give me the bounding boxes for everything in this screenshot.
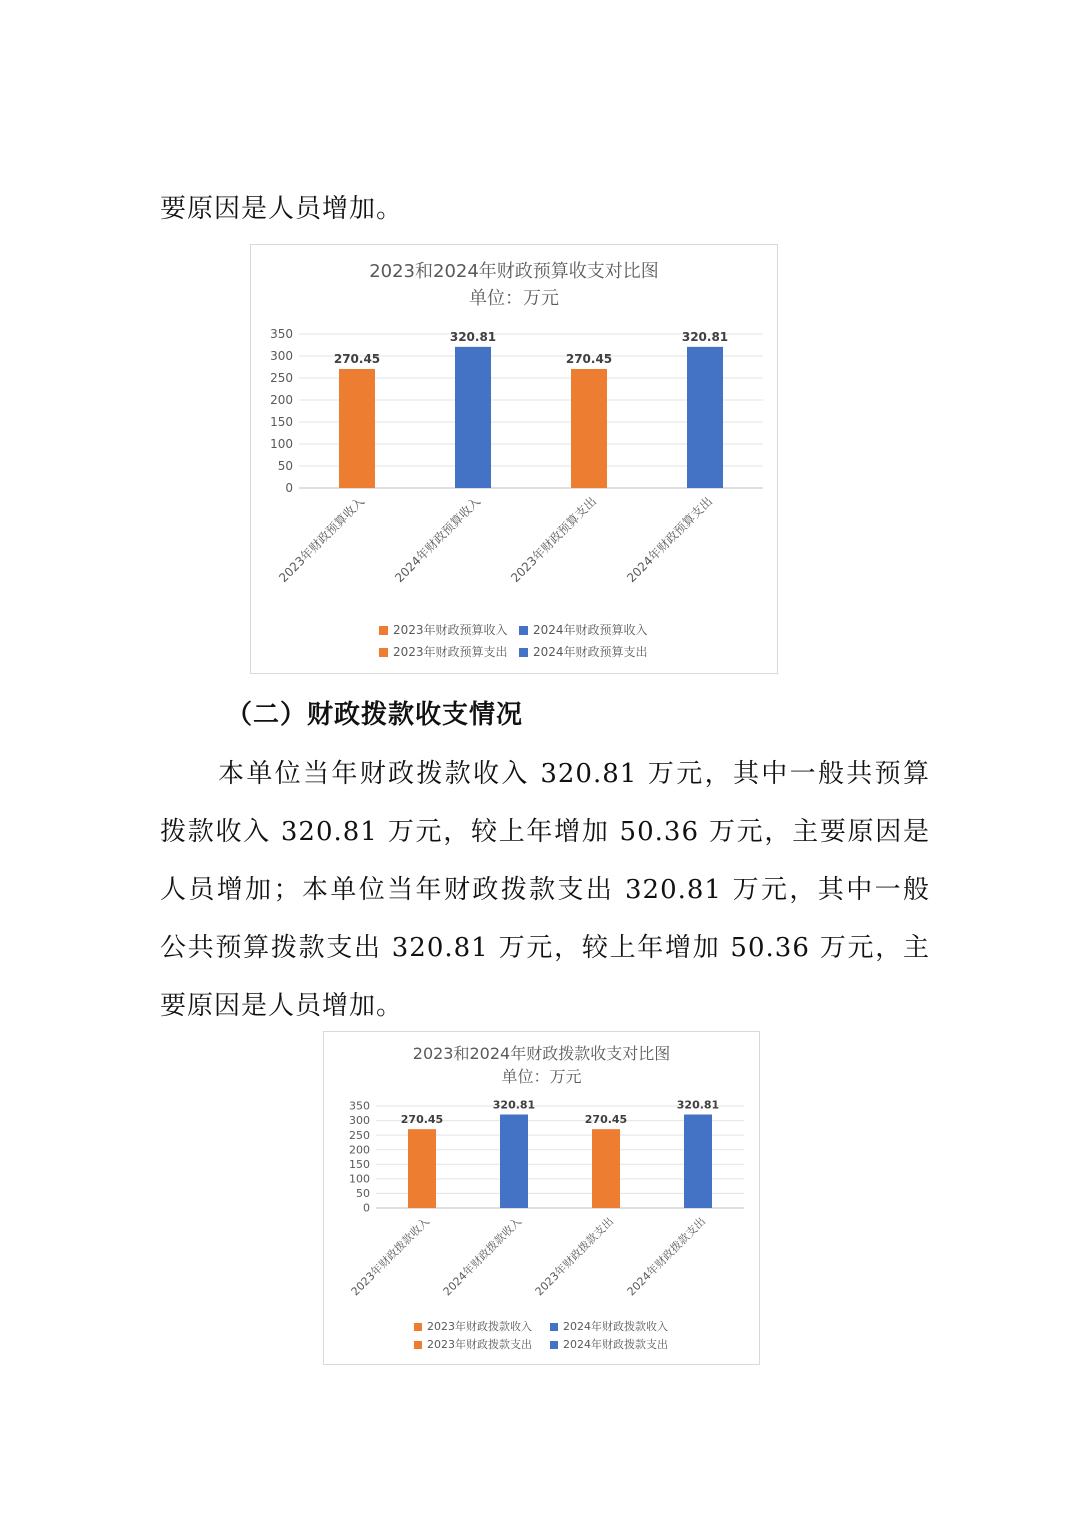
y-tick-label: 150 (349, 1157, 370, 1171)
category-label: 2024年财政预算支出 (624, 494, 716, 586)
legend-swatch (550, 1341, 558, 1349)
y-tick-label: 50 (277, 459, 293, 473)
legend-swatch (519, 626, 528, 635)
text-line-top: 要原因是人员增加。 (160, 194, 404, 224)
data-label: 320.81 (681, 329, 729, 344)
category-label: 2024年财政拨款支出 (624, 1214, 709, 1299)
budget-chart-svg (251, 245, 777, 673)
data-label: 270.45 (565, 352, 613, 367)
y-tick-label: 300 (270, 349, 293, 363)
legend-swatch (519, 648, 528, 657)
data-label: 320.81 (449, 329, 497, 344)
paragraph-line-5: 要原因是人员增加。 (160, 991, 404, 1021)
y-tick-label: 100 (349, 1172, 370, 1186)
legend-swatch (379, 626, 388, 635)
y-tick-label: 0 (285, 481, 293, 495)
legend-label: 2024年财政拨款支出 (563, 1338, 668, 1351)
paragraph-line-2: 拨款收入 320.81 万元，较上年增加 50.36 万元，主要原因是 (160, 817, 930, 847)
paragraph-line-3: 人员增加；本单位当年财政拨款支出 320.81 万元，其中一般 (160, 875, 930, 905)
bar (687, 347, 723, 488)
y-tick-label: 200 (270, 393, 293, 407)
legend-label: 2024年财政拨款收入 (563, 1320, 668, 1333)
y-tick-label: 200 (349, 1143, 370, 1157)
legend-label: 2023年财政拨款支出 (427, 1338, 532, 1351)
legend-label: 2023年财政预算支出 (393, 645, 508, 659)
appropriation-chart-svg (324, 1032, 759, 1364)
legend-label: 2024年财政预算收入 (533, 623, 648, 637)
data-label: 270.45 (584, 1113, 628, 1127)
bar (455, 347, 491, 488)
category-label: 2023年财政预算收入 (276, 494, 368, 586)
category-label: 2024年财政预算收入 (392, 494, 484, 586)
data-label: 270.45 (400, 1113, 444, 1127)
category-label: 2023年财政拨款支出 (532, 1214, 617, 1299)
budget-chart (250, 244, 778, 674)
bar (500, 1115, 528, 1208)
chart-subtitle: 单位：万元 (501, 1067, 582, 1086)
bar (339, 369, 375, 488)
legend-swatch (379, 648, 388, 657)
y-tick-label: 100 (270, 437, 293, 451)
data-label: 320.81 (492, 1098, 536, 1112)
data-label: 320.81 (676, 1098, 720, 1112)
paragraph-line-4: 公共预算拨款支出 320.81 万元，较上年增加 50.36 万元，主 (160, 933, 930, 963)
y-tick-label: 300 (349, 1114, 370, 1128)
bar (592, 1129, 620, 1208)
legend-swatch (550, 1323, 558, 1331)
y-tick-label: 350 (349, 1099, 370, 1113)
appropriation-chart (323, 1031, 760, 1365)
category-label: 2023年财政预算支出 (508, 494, 600, 586)
data-label: 270.45 (333, 352, 381, 367)
chart-subtitle: 单位：万元 (469, 288, 559, 309)
y-tick-label: 0 (363, 1201, 370, 1215)
bar (684, 1115, 712, 1208)
bar (571, 369, 607, 488)
legend-label: 2023年财政拨款收入 (427, 1320, 532, 1333)
y-tick-label: 350 (270, 327, 293, 341)
paragraph-line-1: 本单位当年财政拨款收入 320.81 万元，其中一般共预算 (218, 759, 930, 789)
section-heading: （二）财政拨款收支情况 (226, 700, 524, 730)
y-tick-label: 50 (356, 1187, 370, 1201)
category-label: 2023年财政拨款收入 (348, 1214, 433, 1299)
chart-title: 2023和2024年财政预算收支对比图 (369, 261, 659, 282)
bar (408, 1129, 436, 1208)
legend-swatch (414, 1323, 422, 1331)
legend-label: 2024年财政预算支出 (533, 645, 648, 659)
category-label: 2024年财政拨款收入 (440, 1214, 525, 1299)
chart-title: 2023和2024年财政拨款收支对比图 (412, 1044, 671, 1063)
legend-swatch (414, 1341, 422, 1349)
y-tick-label: 250 (270, 371, 293, 385)
y-tick-label: 250 (349, 1128, 370, 1142)
legend-label: 2023年财政预算收入 (393, 623, 508, 637)
y-tick-label: 150 (270, 415, 293, 429)
